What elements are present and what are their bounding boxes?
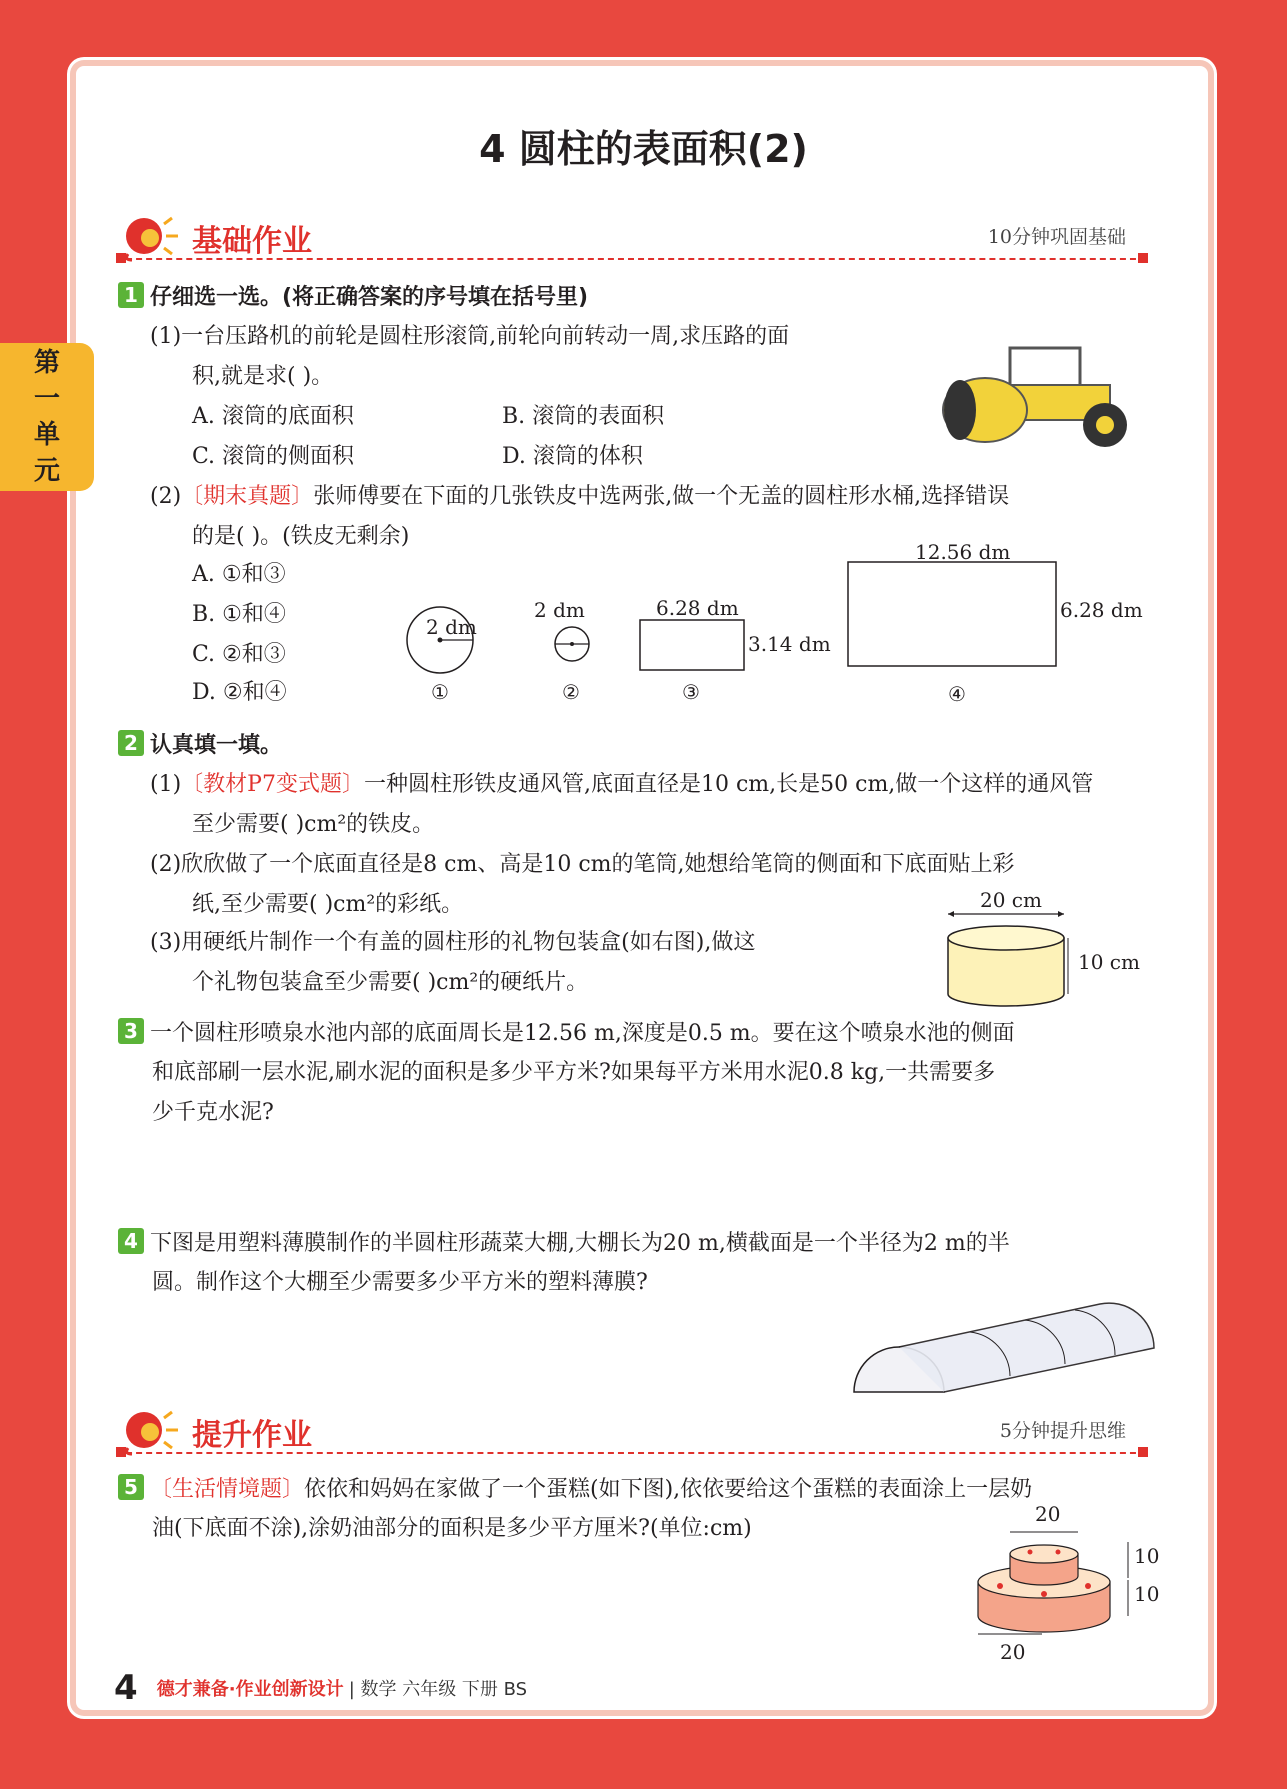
rect-4-side-label: 6.28 dm xyxy=(1060,598,1143,622)
rect-4-top-label: 12.56 dm xyxy=(915,540,1011,564)
source-tag: 〔教材P7变式题〕 xyxy=(181,772,364,797)
q1-option-b: B. 滚筒的表面积 xyxy=(502,404,665,429)
q2-part2-line1: (2)欣欣做了一个底面直径是8 cm、高是10 cm的笔筒,她想给笔筒的侧面和下底面贴上彩 xyxy=(150,852,1015,877)
question-5-line1 xyxy=(118,1474,1032,1505)
section-header-basic xyxy=(116,210,1156,270)
section-label: 提升作业 xyxy=(192,1418,312,1453)
part-text: 一种圆柱形铁皮通风管,底面直径是10 cm,长是50 cm,做一个这样的通风管 xyxy=(363,772,1094,797)
box-height-label: 10 cm xyxy=(1078,950,1140,974)
question-text: 依依和妈妈在家做了一个蛋糕(如下图),依依要给这个蛋糕的表面涂上一层奶 xyxy=(304,1477,1033,1502)
question-text: 下图是用塑料薄膜制作的半圆柱形蔬菜大棚,大棚长为20 m,横截面是一个半径为2 m的半 xyxy=(150,1231,1010,1256)
circle-1-label: 2 dm xyxy=(426,615,477,639)
q1-p2-option-b: B. ①和④ xyxy=(192,602,286,627)
question-3-line3: 少千克水泥? xyxy=(152,1100,274,1125)
cake-top-width-label: 20 xyxy=(1035,1502,1061,1526)
rect-3-side-label: 3.14 dm xyxy=(748,632,831,656)
q2-part3-line2: 个礼物包装盒至少需要( )cm²的硬纸片。 xyxy=(192,970,589,995)
q1-p2-option-c: C. ②和③ xyxy=(192,642,286,667)
q2-part2-line2: 纸,至少需要( )cm²的彩纸。 xyxy=(192,892,464,917)
question-4-line2: 圆。制作这个大棚至少需要多少平方米的塑料薄膜? xyxy=(152,1270,648,1295)
part-prefix: (1) xyxy=(150,772,182,797)
circle-2-label: 2 dm xyxy=(534,598,585,622)
question-3-line1 xyxy=(118,1018,1015,1049)
cake-top-height-label: 10 xyxy=(1134,1544,1160,1568)
source-tag: 〔期末真题〕 xyxy=(181,484,314,509)
q1-part2-line1 xyxy=(150,482,1009,512)
gift-box-cylinder xyxy=(940,906,1070,1010)
source-tag: 〔生活情境题〕 xyxy=(150,1477,305,1502)
part-text: 张师傅要在下面的几张铁皮中选两张,做一个无盖的圆柱形水桶,选择错误 xyxy=(313,484,1010,509)
q2-part3-line1: (3)用硬纸片制作一个有盖的圆柱形的礼物包装盒(如右图),做这 xyxy=(150,930,756,955)
unit-tab-char: 一 xyxy=(33,384,60,414)
lamp-icon xyxy=(122,214,182,264)
q1-part2-line2: 的是( )。(铁皮无剩余) xyxy=(192,524,410,549)
page-title: 4 圆柱的表面积(2) xyxy=(479,127,808,171)
rule-end xyxy=(116,1447,126,1457)
q1-option-d: D. 滚筒的体积 xyxy=(502,444,643,469)
question-2-stem xyxy=(118,730,282,761)
circle-2-number: ② xyxy=(562,680,580,704)
circle-figure-2 xyxy=(552,624,592,664)
question-number-badge: 1 xyxy=(118,282,144,308)
footer-brand: 德才兼备·作业创新设计 xyxy=(156,1679,344,1700)
rectangle-figure-3 xyxy=(638,618,748,674)
page-number: 4 xyxy=(114,1668,138,1708)
question-stem-text: 仔细选一选。(将正确答案的序号填在括号里) xyxy=(150,285,589,310)
cake-illustration xyxy=(970,1520,1140,1640)
section-rule xyxy=(116,258,1146,260)
rectangle-figure-4 xyxy=(846,560,1060,670)
unit-tab-char: 单 xyxy=(33,420,60,450)
unit-tab-char: 第 xyxy=(33,348,60,378)
q1-part1-line2: 积,就是求( )。 xyxy=(192,364,334,389)
q1-option-c: C. 滚筒的侧面积 xyxy=(192,444,355,469)
q1-option-a: A. 滚筒的底面积 xyxy=(192,404,354,429)
unit-tab xyxy=(0,343,94,491)
q1-p2-option-d: D. ②和④ xyxy=(192,680,287,705)
q1-p2-option-a: A. ①和③ xyxy=(192,562,286,587)
circle-figure-1 xyxy=(400,600,480,680)
box-width-label: 20 cm xyxy=(980,888,1042,912)
question-number-badge: 5 xyxy=(118,1474,144,1500)
cake-bottom-width-label: 20 xyxy=(1000,1640,1026,1664)
greenhouse-illustration xyxy=(850,1300,1160,1400)
circle-1-number: ① xyxy=(431,680,449,704)
question-stem-text: 认真填一填。 xyxy=(150,733,283,758)
question-number-badge: 3 xyxy=(118,1018,144,1044)
question-5-line2: 油(下底面不涂),涂奶油部分的面积是多少平方厘米?(单位:cm) xyxy=(152,1516,752,1541)
footer-subject: | 数学 六年级 下册 BS xyxy=(348,1679,528,1700)
rect-4-number: ④ xyxy=(948,682,966,706)
question-number-badge: 4 xyxy=(118,1228,144,1254)
rule-end xyxy=(1138,1447,1148,1457)
section-header-advanced xyxy=(116,1404,1156,1464)
question-1-stem xyxy=(118,282,588,313)
lamp-icon xyxy=(122,1408,182,1458)
rect-3-number: ③ xyxy=(682,680,700,704)
section-note: 5分钟提升思维 xyxy=(999,1420,1126,1442)
rule-end xyxy=(116,253,126,263)
question-3-line2: 和底部刷一层水泥,刷水泥的面积是多少平方米?如果每平方米用水泥0.8 kg,一共需要多 xyxy=(152,1060,996,1085)
rect-3-top-label: 6.28 dm xyxy=(656,596,739,620)
q2-part1-line2: 至少需要( )cm²的铁皮。 xyxy=(192,812,435,837)
part-prefix: (2) xyxy=(150,484,182,509)
cake-bottom-height-label: 10 xyxy=(1134,1582,1160,1606)
question-4-line1 xyxy=(118,1228,1010,1259)
q2-part1-line1 xyxy=(150,770,1093,800)
road-roller-illustration xyxy=(940,330,1140,450)
unit-tab-char: 元 xyxy=(33,456,60,486)
question-text: 一个圆柱形喷泉水池内部的底面周长是12.56 m,深度是0.5 m。要在这个喷泉水池的侧面 xyxy=(150,1021,1015,1046)
section-label: 基础作业 xyxy=(192,224,312,259)
section-rule xyxy=(116,1452,1146,1454)
question-number-badge: 2 xyxy=(118,730,144,756)
section-note: 10分钟巩固基础 xyxy=(987,226,1126,248)
page-footer xyxy=(114,1668,527,1708)
rule-end xyxy=(1138,253,1148,263)
q1-part1-line1: (1)一台压路机的前轮是圆柱形滚筒,前轮向前转动一周,求压路的面 xyxy=(150,324,790,349)
